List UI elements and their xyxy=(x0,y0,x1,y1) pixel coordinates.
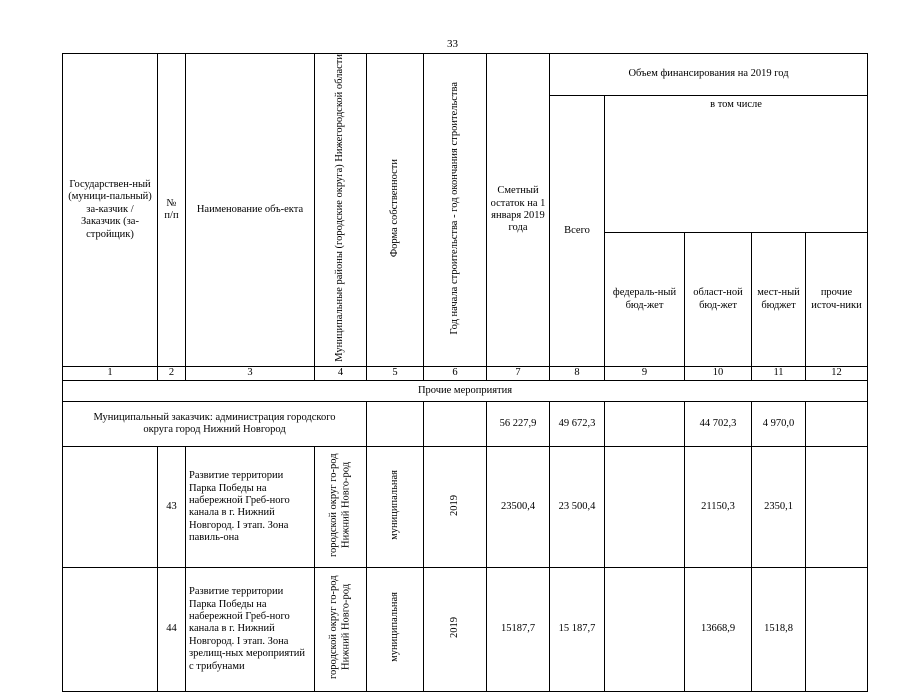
header-including: в том числе xyxy=(605,96,868,233)
row-regional: 21150,3 xyxy=(685,447,752,568)
section-title: Прочие мероприятия xyxy=(63,381,868,402)
row-ownership xyxy=(367,568,424,691)
customer-other xyxy=(806,402,868,447)
header-federal: федераль-ный бюд-жет xyxy=(605,233,685,367)
row-object-name: Развитие территории Парка Победы на набережной Греб-ного канала в г. Нижний Новгород. I этап. Зона зрелищ-ных мероприятий с трибунами xyxy=(186,568,315,691)
customer-federal xyxy=(605,402,685,447)
header-districts xyxy=(315,54,367,367)
page-number: 33 xyxy=(447,38,458,50)
row-customer-cell xyxy=(63,447,158,568)
row-year xyxy=(424,447,487,568)
row-district xyxy=(315,447,367,568)
customer-regional: 44 702,3 xyxy=(685,402,752,447)
row-district xyxy=(315,568,367,691)
header-estimate: Сметный остаток на 1 января 2019 года xyxy=(487,54,550,367)
row-year-text: 2019 xyxy=(448,616,460,638)
customer-years-cell xyxy=(424,402,487,447)
header-regional: област-ной бюд-жет xyxy=(685,233,752,367)
header-row-1 xyxy=(63,54,868,96)
customer-ownership-cell xyxy=(367,402,424,447)
row-ownership-text: муниципальная xyxy=(388,470,400,540)
header-customer: Государствен-ный (муници-пальный) за-казчик / Заказчик (за-стройщик) xyxy=(63,54,158,367)
row-year xyxy=(424,568,487,691)
row-estimate: 15187,7 xyxy=(487,568,550,691)
column-number: 1 xyxy=(63,367,158,381)
row-estimate: 23500,4 xyxy=(487,447,550,568)
row-total: 15 187,7 xyxy=(550,568,605,691)
row-object-name: Развитие территории Парка Победы на набережной Греб-ного канала в г. Нижний Новгород. I этап. Зона павиль-она xyxy=(186,447,315,568)
row-regional: 13668,9 xyxy=(685,568,752,691)
customer-local: 4 970,0 xyxy=(752,402,806,447)
row-district-text: городской округ го-род Нижний Новго-род xyxy=(328,575,352,680)
section-row xyxy=(63,381,868,402)
row-customer-cell xyxy=(63,568,158,691)
header-other: прочие источ-ники xyxy=(806,233,868,367)
row-total: 23 500,4 xyxy=(550,447,605,568)
row-district-text: городской округ го-род Нижний Новго-род xyxy=(328,453,352,557)
column-number: 7 xyxy=(487,367,550,381)
column-number: 12 xyxy=(806,367,868,381)
row-federal xyxy=(605,568,685,691)
column-number: 11 xyxy=(752,367,806,381)
column-number: 5 xyxy=(367,367,424,381)
row-federal xyxy=(605,447,685,568)
column-number: 2 xyxy=(158,367,186,381)
customer-total: 49 672,3 xyxy=(550,402,605,447)
column-number: 8 xyxy=(550,367,605,381)
header-total: Всего xyxy=(550,96,605,367)
row-other xyxy=(806,447,868,568)
header-num: № п/п xyxy=(158,54,186,367)
row-num: 43 xyxy=(158,447,186,568)
row-local: 1518,8 xyxy=(752,568,806,691)
row-year-text: 2019 xyxy=(448,494,460,516)
row-other xyxy=(806,568,868,691)
row-local: 2350,1 xyxy=(752,447,806,568)
row-num: 44 xyxy=(158,568,186,691)
column-numbers-row xyxy=(63,367,868,381)
column-number: 9 xyxy=(605,367,685,381)
table-row xyxy=(63,447,868,568)
row-ownership-text: муниципальная xyxy=(388,592,400,663)
column-number: 4 xyxy=(315,367,367,381)
header-local: мест-ный бюджет xyxy=(752,233,806,367)
financing-table xyxy=(62,53,868,692)
customer-name: Муниципальный заказчик: администрация городского округа город Нижний Новгород xyxy=(63,402,367,447)
header-ownership-text: Форма собственности xyxy=(388,158,400,257)
customer-row xyxy=(63,402,868,447)
header-object-name: Наименование объ-екта xyxy=(186,54,315,367)
table-row xyxy=(63,568,868,691)
customer-estimate: 56 227,9 xyxy=(487,402,550,447)
column-number: 6 xyxy=(424,367,487,381)
column-number: 3 xyxy=(186,367,315,381)
header-ownership xyxy=(367,54,424,367)
header-years-text: Год начала строительства - год окончания строительства xyxy=(448,81,460,335)
column-number: 10 xyxy=(685,367,752,381)
header-years xyxy=(424,54,487,367)
header-districts-text: Муниципальные районы (городские округа) Нижегородской области xyxy=(334,54,346,362)
header-financing: Объем финансирования на 2019 год xyxy=(550,54,868,96)
row-ownership xyxy=(367,447,424,568)
